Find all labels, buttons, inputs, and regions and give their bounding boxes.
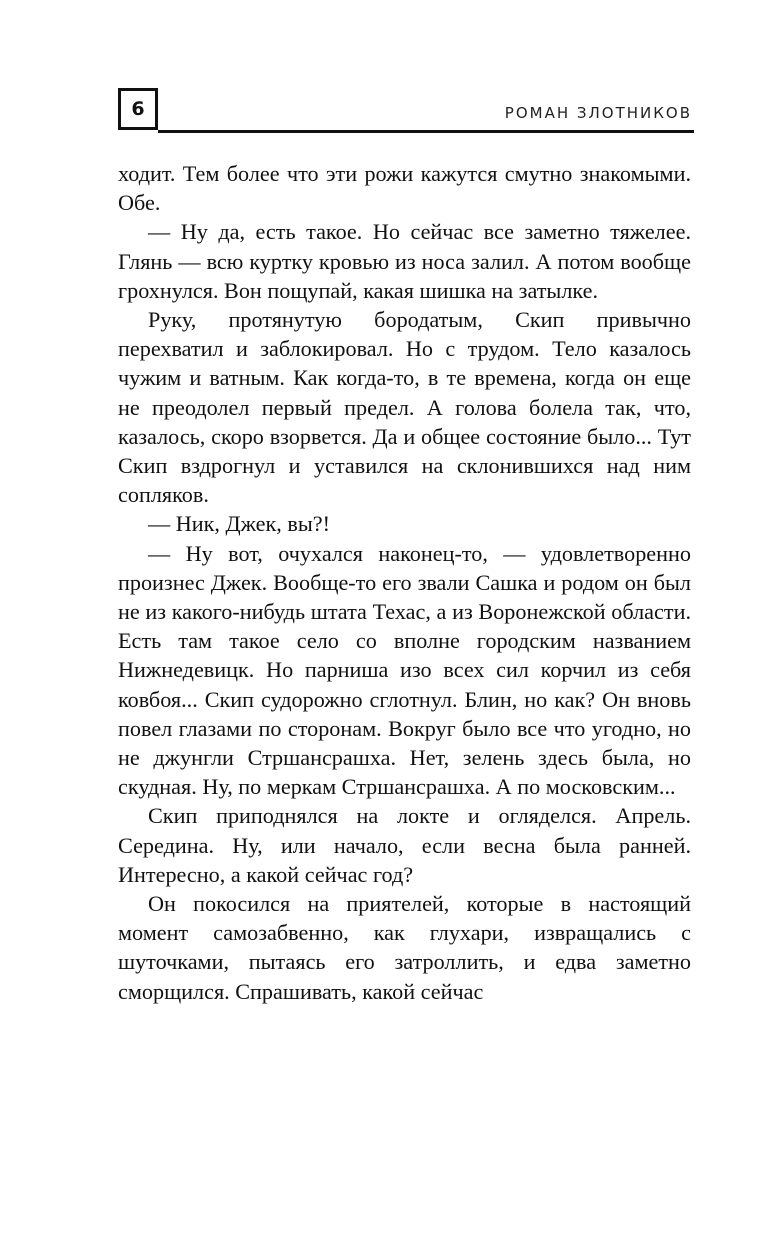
paragraph: Руку, протянутую бородатым, Скип привычно перехватил и заблокировал. Но с трудом. Тело казалось чужим и ватным. Как когда-то, в те времена, когда он еще не преодолел первый предел. А голова болела так, что, казалось, скоро взорвется. Да и общее состояние было... Тут Скип вздрогнул и уставился на склонившихся над ним сопляков. — [118, 307, 691, 508]
body-text — [118, 159, 691, 1006]
paragraph-continued: ходит. Тем более что эти рожи кажутся смутно знакомыми. Обе. — [118, 161, 691, 216]
paragraph: — Ну вот, очухался наконец-то, — удовлетворенно произнес Джек. Вообще-то его звали Сашка и родом он был не из какого-нибудь штата Техас, а из Воронежской области. Есть там такое село со вполне городским названием Нижнедевицк. Но парниша изо всех сил корчил из себя ковбоя... Скип судорожно сглотнул. Блин, но как? Он вновь повел глазами по сторонам. Вокруг было все что угодно, но не джунгли Стршансрашха. Нет, зелень здесь была, но скудная. Ну, по меркам Стршансрашха. А по московским... — [118, 540, 691, 800]
running-title: РОМАН ЗЛОТНИКОВ — [504, 104, 692, 122]
header-rule — [158, 130, 694, 133]
paragraph: — Ну да, есть такое. Но сейчас все заметно тяжелее. Глянь — всю куртку кровью из носа залил. А потом вообще грохнулся. Вон пощупай, какая шишка на затылке. — [118, 219, 691, 303]
page-header — [118, 88, 694, 133]
paragraph: Он покосился на приятелей, которые в настоящий момент самозабвенно, как глухари, извращались с шуточками, пытаясь его затроллить, и едва заметно сморщился. Спрашивать, какой сейчас — [118, 891, 691, 1004]
page-number: 6 — [118, 88, 158, 130]
paragraph: Скип приподнялся на локте и огляделся. Апрель. Середина. Ну, или начало, если весна была ранней. Интересно, а какой сейчас год? — [118, 803, 691, 887]
paragraph: — Ник, Джек, вы?! — [148, 511, 331, 537]
